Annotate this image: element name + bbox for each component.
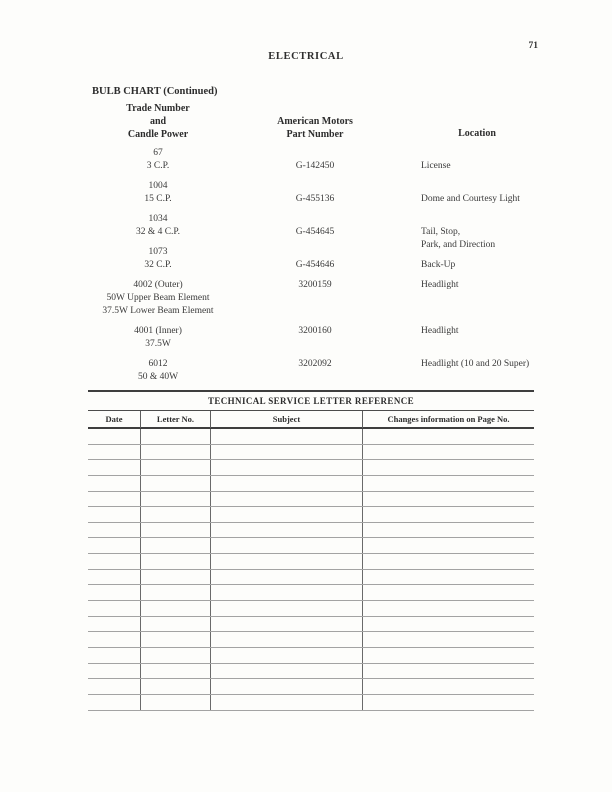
service-table-cell [210, 601, 362, 616]
service-table-cell [88, 695, 140, 710]
service-table-empty-row [88, 617, 534, 633]
service-table-cell [210, 695, 362, 710]
service-table-cell [362, 507, 534, 522]
trade-number-cell: 1073 32 C.P. [144, 247, 172, 270]
service-table-cell [210, 507, 362, 522]
part-number-cell: G-142450 [295, 161, 335, 171]
trade-header-line: Trade Number [126, 103, 190, 114]
service-table-cell [140, 554, 210, 569]
part-number-cell: 3202092 [298, 359, 332, 369]
part-header-line: American Motors [277, 116, 353, 127]
location-cell: Headlight [421, 326, 459, 336]
service-table-title: TECHNICAL SERVICE LETTER REFERENCE [88, 392, 534, 411]
service-table-empty-row [88, 507, 534, 523]
bulb-row [0, 358, 612, 384]
trade-number-cell: 4002 (Outer) 50W Upper Beam Element 37.5W Lower Beam Element [102, 280, 214, 316]
service-table-cell [88, 585, 140, 600]
service-table-empty-row [88, 679, 534, 695]
service-table-cell [210, 617, 362, 632]
service-table-cell [88, 538, 140, 553]
bulb-row [0, 279, 612, 318]
bulb-row [0, 325, 612, 351]
service-table-body [88, 429, 534, 711]
service-table-cell [362, 617, 534, 632]
service-table-cell [210, 445, 362, 460]
service-table-cell [140, 492, 210, 507]
service-table-cell [140, 445, 210, 460]
service-table-empty-row [88, 585, 534, 601]
trade-number-cell: 1004 15 C.P. [144, 181, 172, 204]
service-table-cell [88, 664, 140, 679]
trade-header-line: and [149, 116, 167, 127]
service-table-empty-row [88, 695, 534, 711]
service-table-cell [140, 507, 210, 522]
service-table-cell [88, 570, 140, 585]
service-table-cell [88, 492, 140, 507]
service-table-cell [88, 632, 140, 647]
header-cell-letter-no: Letter No. [140, 411, 210, 428]
service-table-empty-row [88, 570, 534, 586]
service-table-empty-row [88, 445, 534, 461]
part-number-cell: G-454645 [295, 227, 335, 237]
service-table-cell [140, 632, 210, 647]
service-table-cell [362, 445, 534, 460]
service-table-cell [362, 538, 534, 553]
trade-number-cell: 1034 32 & 4 C.P. [135, 214, 181, 237]
service-table-cell [362, 476, 534, 491]
service-table-cell [362, 632, 534, 647]
service-table-empty-row [88, 632, 534, 648]
bulb-row [0, 180, 612, 206]
part-number-cell: 3200159 [298, 280, 332, 290]
service-table-cell [210, 492, 362, 507]
location-cell: Headlight [421, 280, 459, 290]
service-table-cell [140, 664, 210, 679]
bulb-chart-title: BULB CHART (Continued) [92, 86, 218, 97]
location-column-header: Location [458, 128, 496, 139]
trade-number-cell: 67 3 C.P. [146, 148, 170, 171]
service-table-cell [210, 632, 362, 647]
service-letter-table [88, 390, 534, 711]
service-table-cell [362, 492, 534, 507]
service-table-empty-row [88, 554, 534, 570]
service-table-cell [210, 460, 362, 475]
service-table-cell [140, 601, 210, 616]
service-table-cell [88, 554, 140, 569]
service-table-cell [210, 664, 362, 679]
service-table-empty-row [88, 538, 534, 554]
location-cell: Tail, Stop, Park, and Direction [421, 227, 496, 250]
location-cell: Headlight (10 and 20 Super) [421, 359, 530, 369]
service-table-empty-row [88, 523, 534, 539]
service-table-cell [88, 601, 140, 616]
header-cell-changes: Changes information on Page No. [362, 411, 534, 428]
service-table-cell [88, 617, 140, 632]
service-table-cell [210, 570, 362, 585]
service-table-cell [88, 445, 140, 460]
service-table-cell [88, 429, 140, 444]
service-table-cell [140, 679, 210, 694]
service-table-cell [362, 679, 534, 694]
part-number-cell: 3200160 [298, 326, 332, 336]
service-table-cell [362, 664, 534, 679]
service-table-cell [210, 476, 362, 491]
service-table-cell [210, 538, 362, 553]
service-table-empty-row [88, 476, 534, 492]
service-table-cell [88, 476, 140, 491]
service-table-cell [362, 429, 534, 444]
service-table-cell [362, 523, 534, 538]
service-table-cell [362, 554, 534, 569]
service-table-cell [140, 538, 210, 553]
service-table-cell [140, 617, 210, 632]
service-table-cell [362, 585, 534, 600]
service-table-empty-row [88, 601, 534, 617]
header-cell-subject: Subject [210, 411, 362, 428]
service-table-empty-row [88, 492, 534, 508]
part-number-cell: G-455136 [295, 194, 335, 204]
service-table-cell [362, 695, 534, 710]
trade-number-column-header [56, 102, 260, 141]
service-table-cell [362, 601, 534, 616]
location-cell: Dome and Courtesy Light [421, 194, 520, 204]
service-table-cell [362, 460, 534, 475]
part-number-cell: G-454646 [295, 260, 335, 270]
bulb-row [0, 246, 612, 272]
bulb-chart-rows [0, 147, 612, 391]
service-table-cell [140, 523, 210, 538]
service-table-cell [140, 695, 210, 710]
service-table-cell [140, 476, 210, 491]
service-table-cell [88, 648, 140, 663]
location-cell: Back-Up [421, 260, 456, 270]
service-table-cell [140, 460, 210, 475]
service-table-cell [210, 429, 362, 444]
service-table-empty-row [88, 429, 534, 445]
service-table-cell [210, 523, 362, 538]
service-table-header-row [88, 411, 534, 429]
service-table-cell [210, 648, 362, 663]
service-table-cell [140, 429, 210, 444]
trade-number-cell: 6012 50 & 40W [137, 359, 179, 382]
service-table-cell [210, 554, 362, 569]
service-table-empty-row [88, 648, 534, 664]
service-table-cell [88, 460, 140, 475]
part-header-line: Part Number [286, 129, 344, 140]
location-cell: License [421, 161, 451, 171]
service-table-cell [88, 679, 140, 694]
service-table-cell [140, 585, 210, 600]
service-table-cell [362, 570, 534, 585]
bulb-row [0, 147, 612, 173]
section-title: ELECTRICAL [268, 51, 344, 62]
trade-header-line: Candle Power [127, 129, 189, 140]
service-table-cell [210, 679, 362, 694]
service-table-empty-row [88, 460, 534, 476]
trade-number-cell: 4001 (Inner) 37.5W [134, 326, 182, 349]
service-table-cell [362, 648, 534, 663]
part-number-column-header [260, 115, 370, 141]
service-table-cell [88, 523, 140, 538]
bulb-row [0, 213, 612, 250]
service-table-cell [140, 570, 210, 585]
service-table-cell [210, 585, 362, 600]
service-table-empty-row [88, 664, 534, 680]
header-cell-date: Date [105, 414, 123, 424]
service-table-cell [88, 507, 140, 522]
service-table-cell [140, 648, 210, 663]
page-number: 71 [528, 41, 538, 51]
